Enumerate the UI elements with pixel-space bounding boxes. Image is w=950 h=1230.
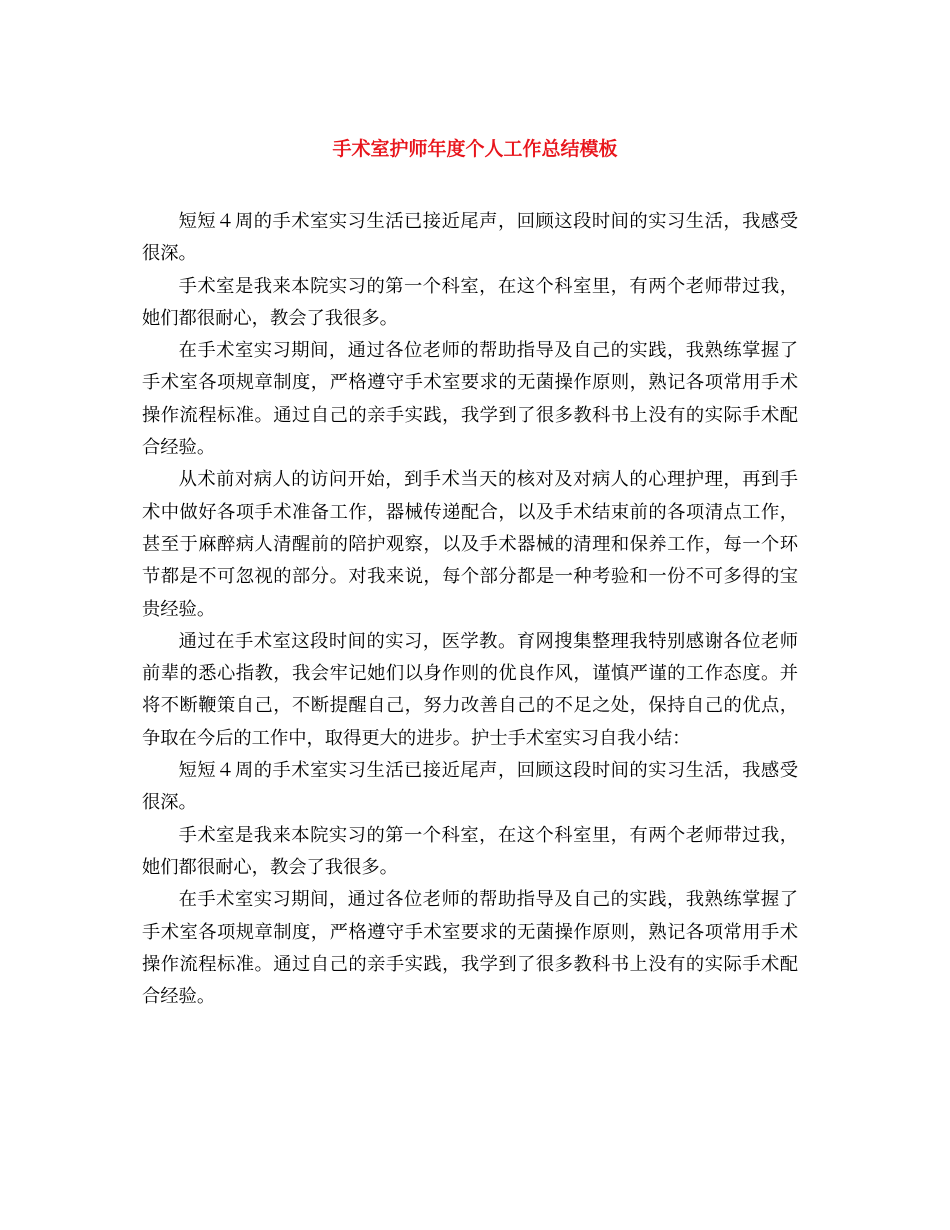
- paragraph: 手术室是我来本院实习的第一个科室，在这个科室里，有两个老师带过我，她们都很耐心，教会了我很多。: [142, 824, 798, 878]
- paragraph: 在手术室实习期间，通过各位老师的帮助指导及自己的实践，我熟练掌握了手术室各项规章制度，严格遵守手术室要求的无菌操作原则，熟记各项常用手术操作流程标准。通过自己的亲手实践，我学到了很多教科书上没有的实际手术配合经验。: [142, 889, 798, 1008]
- document-title: 手术室护师年度个人工作总结模板: [332, 138, 618, 160]
- paragraph: 短短４周的手术室实习生活已接近尾声，回顾这段时间的实习生活，我感受很深。: [142, 211, 798, 265]
- document-body: [142, 206, 798, 1013]
- paragraph: 手术室是我来本院实习的第一个科室，在这个科室里，有两个老师带过我，她们都很耐心，教会了我很多。: [142, 275, 798, 329]
- paragraph: 在手术室实习期间，通过各位老师的帮助指导及自己的实践，我熟练掌握了手术室各项规章制度，严格遵守手术室要求的无菌操作原则，熟记各项常用手术操作流程标准。通过自己的亲手实践，我学到了很多教科书上没有的实际手术配合经验。: [142, 340, 798, 459]
- paragraph: 从术前对病人的访问开始，到手术当天的核对及对病人的心理护理，再到手术中做好各项手术准备工作，器械传递配合，以及手术结束前的各项清点工作，甚至于麻醉病人清醒前的陪护观察，以及手术器械的清理和保养工作，每一个环节都是不可忽视的部分。对我来说，每个部分都是一种考验和一份不可多得的宝贵经验。: [142, 469, 798, 620]
- paragraph: 通过在手术室这段时间的实习，医学教。育网搜集整理我特别感谢各位老师前辈的悉心指教，我会牢记她们以身作则的优良作风，谨慎严谨的工作态度。并将不断鞭策自己，不断提醒自己，努力改善自己的不足之处，保持自己的优点，争取在今后的工作中，取得更大的进步。护士手术室实习自我小结：: [142, 630, 798, 749]
- paragraph: 短短４周的手术室实习生活已接近尾声，回顾这段时间的实习生活，我感受很深。: [142, 760, 798, 814]
